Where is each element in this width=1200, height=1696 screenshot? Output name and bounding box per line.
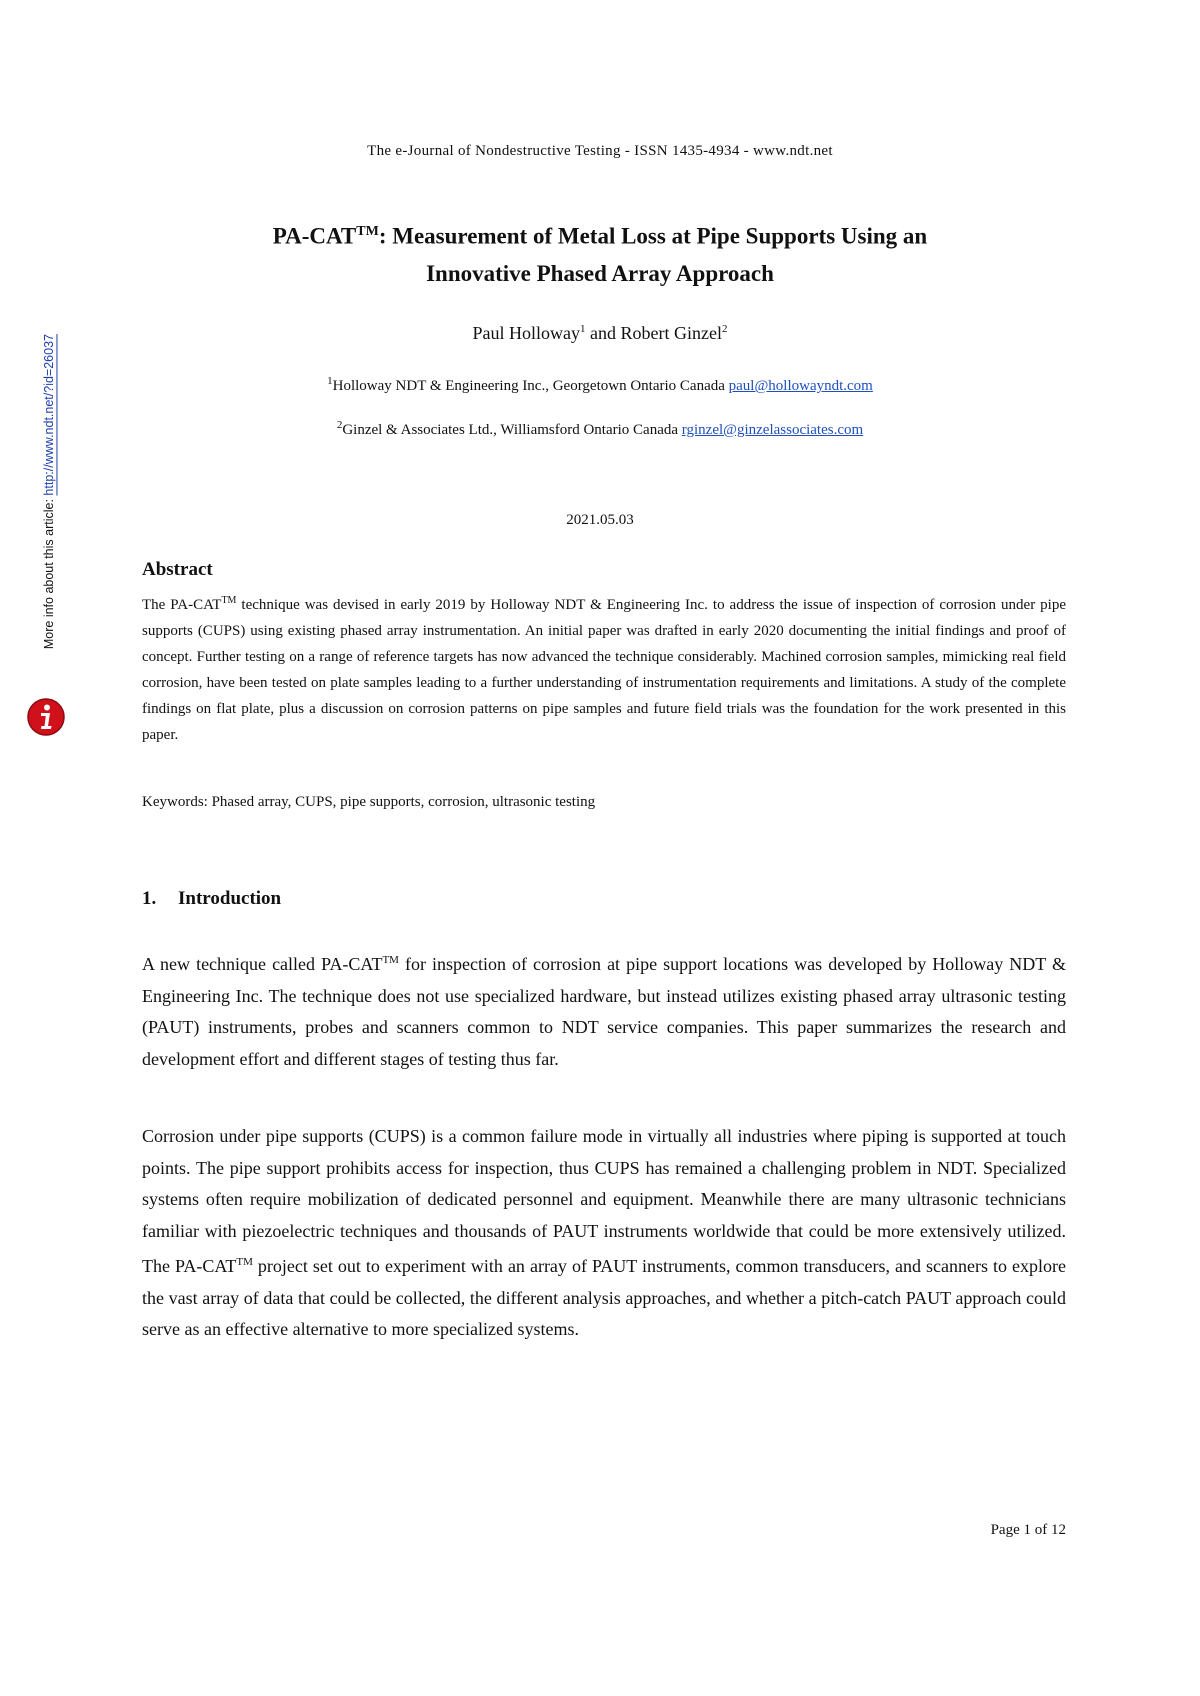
author-2: Robert Ginzel [620,323,722,343]
section-title: Introduction [178,888,282,909]
keywords: Keywords: Phased array, CUPS, pipe supports, corrosion, ultrasonic testing [142,794,596,810]
title-part1: PA-CAT [272,223,357,249]
intro-p2-body: project set out to experiment with an array of PAUT instruments, common transducers, and scanners to explore the vast array of data that could be collected, the different analysis approaches, and whether a pitch-catch PAUT approach could serve as an effective alternative to more specialized systems. [142,1256,1067,1339]
author-1-sup: 1 [580,323,586,335]
intro-p2-lead: Corrosion under pipe supports (CUPS) is a common failure mode in virtually all industries where piping is supported at touch points. The pipe support prohibits access for inspection, thus CUPS has remained a challenging problem in NDT. Specialized systems often require mobilization of dedicated personnel and equipment. Meanwhile there are many ultrasonic technicians familiar with piezoelectric techniques and thousands of PAUT instruments worldwide that could be more extensively utilized. The PA-CAT [142,1126,1066,1276]
info-icon[interactable] [26,697,66,737]
affiliation-1-email-link[interactable]: paul@hollowayndt.com [728,378,873,394]
title-line2: Innovative Phased Array Approach [426,260,774,286]
info-icon-dot [44,705,50,711]
paper-title [0,213,1200,292]
affiliation-2-sup: 2 [336,419,343,431]
journal-header: The e-Journal of Nondestructive Testing - ISSN 1435-4934 - www.ndt.net [367,143,833,159]
abstract-tm: TM [221,595,237,606]
intro-paragraph-2 [142,1121,1066,1346]
intro-p1-body: for inspection of corrosion at pipe support locations was developed by Holloway NDT & Engineering Inc. The technique does not use specialized hardware, but instead utilizes existing phased array ultrasonic testing (PAUT) instruments, probes and scanners common to NDT service companies. This paper summarizes the research and development effort and different stages of testing thus far. [142,954,1066,1069]
side-note-text [42,334,56,649]
title-part2: : Measurement of Metal Loss at Pipe Supports Using an [378,223,928,249]
side-note [42,334,68,714]
affiliation-2-text: Ginzel & Associates Ltd., Williamsford Ontario Canada [342,422,682,438]
intro-p1-tm: TM [382,954,399,966]
abstract-heading: Abstract [142,559,213,580]
affiliation-2 [0,419,1200,439]
title-tm: TM [356,224,379,239]
abstract-text: technique was devised in early 2019 by Holloway NDT & Engineering Inc. to address the issue of inspection of corrosion under pipe supports (CUPS) using existing phased array instrumentation. An initial paper was drafted in early 2020 documenting the initial findings and proof of concept. Further testing on a range of reference targets has now advanced the technique considerably. Machined corrosion samples, mimicking real field corrosion, have been tested on plate samples leading to a further understanding of instrumentation requirements and limitations. A study of the complete findings on flat plate, plus a discussion on corrosion patterns on pipe samples and future field trials was the foundation for the work presented in this paper. [142,597,1066,743]
affiliation-1 [0,375,1200,395]
section-heading-introduction [142,888,281,910]
publication-date: 2021.05.03 [566,512,634,528]
affiliation-1-sup: 1 [327,375,333,387]
affiliation-1-text: Holloway NDT & Engineering Inc., Georgetown Ontario Canada [332,378,729,394]
author-connector: and [585,323,621,343]
author-list [0,323,1200,344]
author-1: Paul Holloway [472,323,580,343]
side-note-label: More info about this article: [42,495,56,650]
affiliation-2-email-link[interactable]: rginzel@ginzelassociates.com [681,422,864,438]
intro-paragraph-1 [142,945,1066,1075]
intro-p2-tm: TM [236,1256,253,1268]
section-number: 1. [142,888,157,909]
author-2-sup: 2 [721,323,728,335]
side-note-link[interactable]: http://www.ndt.net/?id=26037 [42,334,56,496]
intro-p1-lead: A new technique called PA-CAT [142,954,383,974]
abstract-body [142,588,1066,748]
page-number: Page 1 of 12 [990,1522,1066,1538]
abstract-lead: The PA-CAT [142,597,222,613]
